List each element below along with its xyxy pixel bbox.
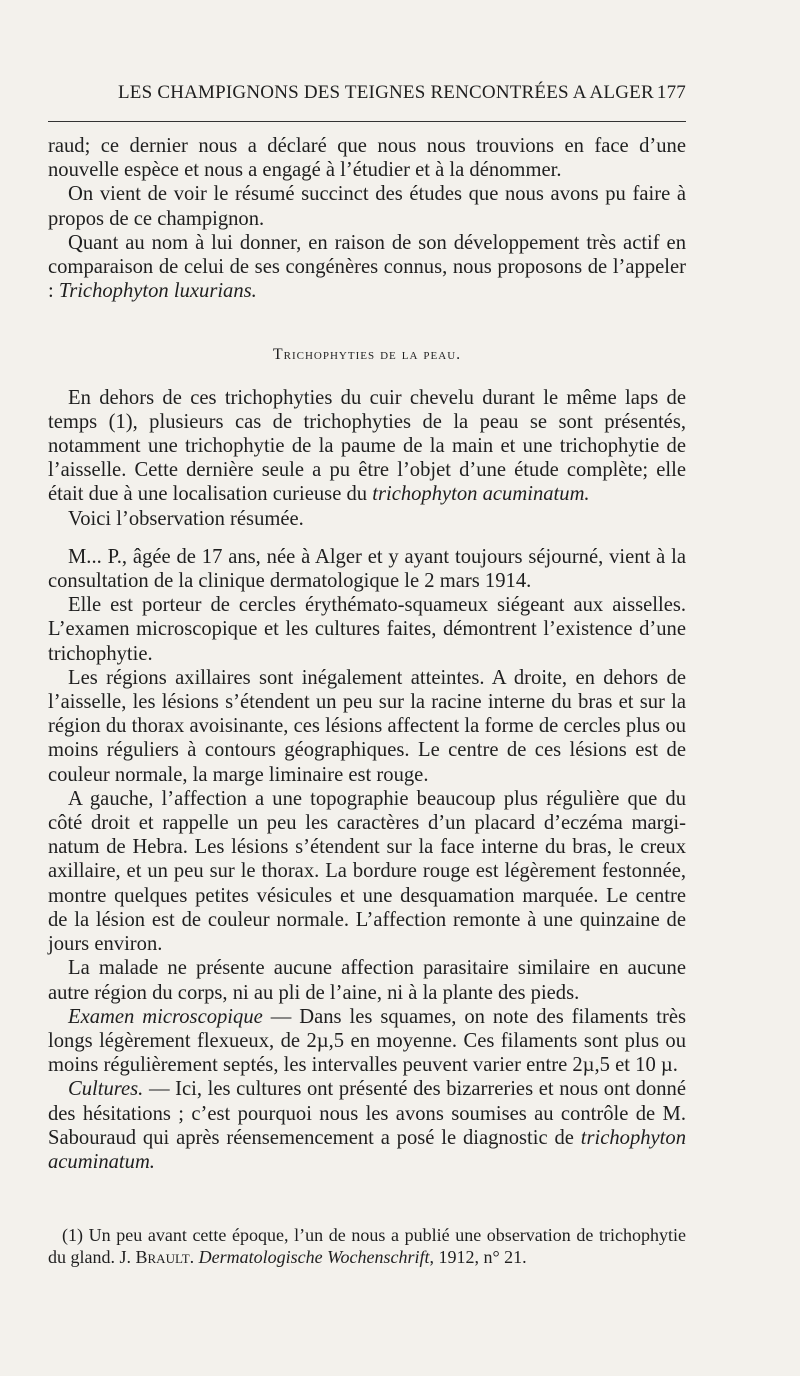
body-text [48, 134, 686, 1174]
book-page [48, 0, 686, 1376]
paragraph-6: M... P., âgée de 17 ans, née à Alger et y ayant toujours séjourné, vient à la consultation de la clinique dermatologique le 2 mars 1914. [48, 545, 686, 593]
header-rule [48, 121, 686, 122]
page-number: 177 [656, 82, 686, 103]
running-head [118, 82, 686, 104]
paragraph-12-text: — Ici, les cultures ont présenté des bizarreries et nous ont donné des hésitations ; c’est pourquoi nous les avons soumises au contrôle de M. Sabouraud qui après réensemencement a posé le diagnostic de [48, 1078, 686, 1149]
paragraph-8: Les régions axillaires sont inégalement atteintes. A droite, en dehors de l’aisselle, les lésions s’étendent un peu sur la racine interne du bras et sur la région du thorax avoisinante, ces lésions affectent la forme de cercles plus ou moins réguliers à contours géographiques. Le centre de ces lésions est de couleur normale, la marge liminaire est rouge. [48, 666, 686, 786]
footnote-text-c: , 1912, n° 21. [429, 1247, 527, 1267]
paragraph-9: A gauche, l’affection a une topographie beaucoup plus régulière que du côté droit et rappelle un peu les caractères d’un placard d’eczéma marginatum de Hebra. Les lésions s’étendent sur la face interne du bras, le creux axillaire, et un peu sur le thorax. La bordure rouge est légèrement festonnée, montre quelques petites vésicules et une desquamation marquée. Le centre de la lésion est de couleur normale. L’affection remonte à une quinzaine de jours environ. [48, 787, 686, 956]
paragraph-11-text: — Dans les squames, on note des filaments très longs légèrement flexueux, de 2µ,5 en moyenne. Ces filaments sont plus ou moins régulièrement septés, les intervalles peuvent varier entre 2µ,5 et 10 µ. [48, 1005, 686, 1077]
running-title: LES CHAMPIGNONS DES TEIGNES RENCONTRÉES A ALGER [118, 82, 654, 103]
paragraph-4-italic: trichophyton acuminatum. [372, 483, 590, 506]
footnote-journal: Dermatologische Wochenschrift [198, 1247, 430, 1267]
paragraph-12 [48, 1077, 686, 1174]
paragraph-12-label: Cultures. [68, 1078, 144, 1101]
footnote-text-b: . [189, 1247, 199, 1267]
species-name: Trichophyton luxurians. [58, 280, 257, 303]
footnote-author: Brault [135, 1247, 190, 1267]
paragraph-10: La malade ne présente aucune affection parasitaire similaire en aucune autre région du corps, ni au pli de l’aine, ni à la plante des pieds. [48, 957, 686, 1004]
paragraph-11 [48, 1005, 686, 1078]
paragraph-5: Voici l’observation résumée. [68, 507, 304, 530]
paragraph-7: Elle est porteur de cercles érythémato-squameux siégeant aux aisselles. L’examen microscopique et les cultures faites, démontrent l’existence d’une trichophytie. [48, 594, 686, 665]
paragraph-2: On vient de voir le résumé succinct des études que nous avons pu faire à propos de ce champignon. [48, 183, 686, 230]
paragraph-3 [48, 231, 686, 304]
observation [48, 545, 686, 1174]
paragraph-11-label: Examen microscopique [68, 1005, 263, 1028]
paragraph-4 [48, 386, 686, 507]
footnote-text-a: (1) Un peu avant cette époque, l’un de nous a publié une observation de trichophytie du gland. J. [48, 1225, 686, 1267]
paragraph-3-text: Quant au nom à lui donner, en raison de son développement très actif en comparaison de celui de ses congénères connus, nous proposons de l’appeler : [48, 231, 686, 303]
paragraph-4-text: En dehors de ces trichophyties du cuir chevelu durant le même laps de temps (1), plusieurs cas de trichophyties de la peau se sont présentés, notamment une trichophytie de la paume de la main et une trichophytie de l’aisselle. Cette dernière seule a pu être l’objet d’une étude complète; elle était due à une localisation curieuse du [48, 386, 686, 506]
section-title: Trichophyties de la peau. [272, 346, 462, 364]
footnote [48, 1224, 686, 1268]
paragraph-12-italic: trichophyton acuminatum. [48, 1126, 686, 1173]
footnote-text [48, 1224, 686, 1268]
paragraph-1: raud; ce dernier nous a déclaré que nous nous trouvions en face d’une nouvelle espèce et nous a engagé à l’étudier et à la dénommer. [48, 135, 686, 182]
